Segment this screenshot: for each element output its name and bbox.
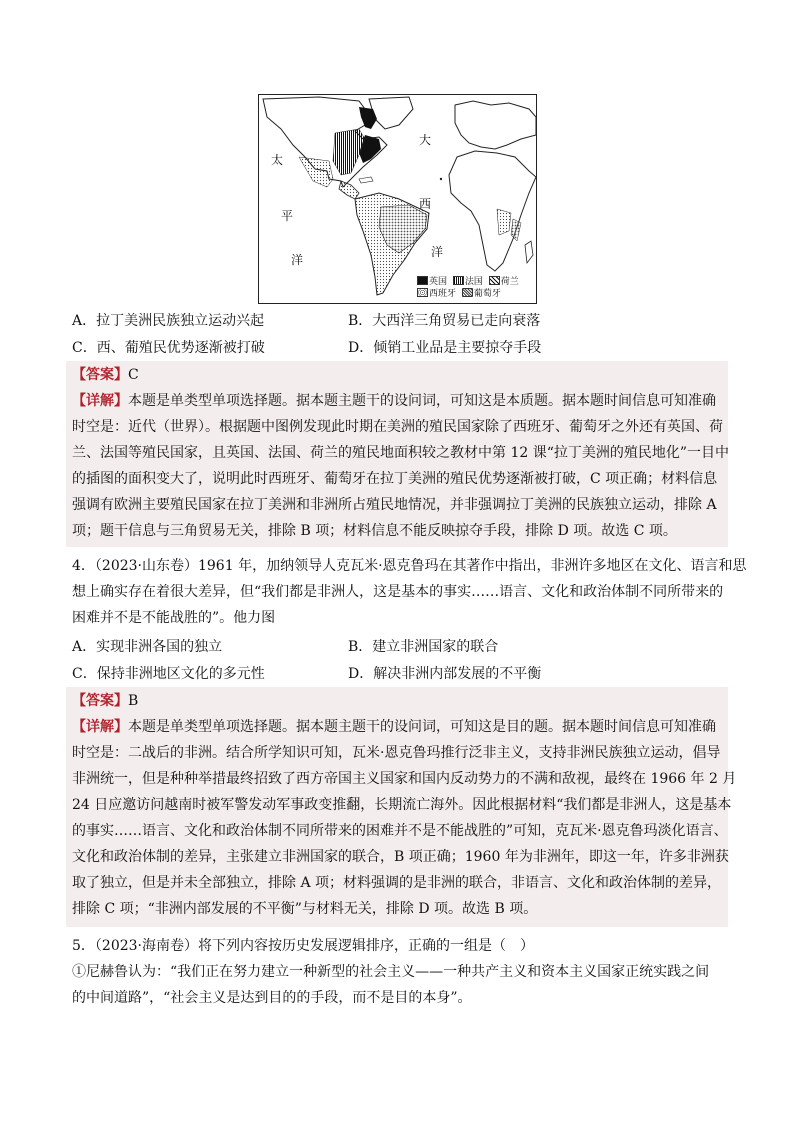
q4-explain-tag: 【详解】	[72, 719, 128, 735]
q4-stem-line-2: 想上确实存在着很大差异，但“我们都是非洲人，这是基本的事实……语言、文化和政治体制不同所带来的	[72, 584, 724, 600]
q4-explain-line-7: 取了独立，但是并未全部独立，排除 A 项；材料强调的是非洲的联合，非语言、文化和政治体制的差异，	[72, 875, 722, 891]
legend-france: 法国	[464, 277, 483, 287]
q3-explain-line-6: 项；题干信息与三角贸易无关，排除 B 项；材料信息不能反映掠夺手段，排除 D 项。故选 C 项。	[72, 523, 677, 539]
q4-explain-line-1: 【详解】本题是单类型单项选择题。据本题主题干的设问词，可知这是目的题。据本题时间信息可知准确	[72, 719, 716, 735]
q4-explain-line-4: 24 日应邀访问越南时被军警发动军事政变推翻，长期流亡海外。因此根据材料“我们都是非洲人，这是基本	[72, 797, 732, 813]
atlantic-label-3: 洋	[431, 245, 444, 259]
q4-option-b: B．建立非洲国家的联合	[348, 639, 499, 655]
legend-swatch-england	[417, 276, 428, 285]
atlantic-label-2: 西	[419, 197, 432, 211]
legend-swatch-spain	[417, 288, 428, 297]
spanish-territory-north	[299, 157, 333, 187]
legend-portugal: 葡萄牙	[473, 289, 501, 299]
pacific-label-2: 平	[281, 209, 294, 223]
europe-outline	[455, 101, 536, 149]
q3-option-c: C．西、葡殖民优势逐渐被打破	[72, 340, 265, 356]
legend-spain: 西班牙	[429, 289, 457, 299]
legend-netherlands: 荷兰	[500, 277, 519, 287]
q3-answer-tag: 【答案】	[72, 367, 128, 383]
q5-item1-line-1: ①尼赫鲁认为：“我们正在努力建立一种新型的社会主义——一种共产主义和资本主义国家正统实践之间	[72, 964, 710, 980]
q3-option-b: B．大西洋三角贸易已走向衰落	[348, 313, 541, 329]
q3-explain-line-2: 时空是：近代（世界）。根据题中图例发现此时期在美洲的殖民国家除了西班牙、葡萄牙之外还有英国、荷	[72, 419, 723, 435]
q4-answer-block	[66, 687, 737, 927]
legend-swatch-france	[453, 276, 464, 285]
q4-answer-line	[72, 688, 138, 714]
legend-england: 英国	[429, 277, 448, 287]
q3-option-d: D．倾销工业品是主要掠夺手段	[348, 340, 542, 356]
pacific-label-1: 太	[271, 153, 284, 167]
q3-answer: C	[128, 367, 139, 383]
colonial-map-figure	[258, 94, 537, 304]
q4-option-c: C．保持非洲地区文化的多元性	[72, 666, 265, 682]
q5-stem: 5．（2023·海南卷）将下列内容按历史发展逻辑排序，正确的一组是（ ）	[72, 938, 534, 954]
q4-answer: B	[128, 693, 139, 709]
atlantic-label-1: 大	[419, 133, 432, 147]
q3-explain-line-5: 强调有欧洲主要殖民国家在拉丁美洲和非洲所占殖民地情况，并非强调拉丁美洲的民族独立运动，排除 A	[72, 497, 717, 513]
q3-explain-tag: 【详解】	[72, 393, 128, 409]
q3-answer-line	[72, 362, 139, 388]
q3-explain-line-3: 兰、法国等殖民国家，且英国、法国、荷兰的殖民地面积较之教材中第 12 课“拉丁美洲的殖民地化”一目中	[72, 445, 730, 461]
q4-explain-line-3: 非洲统一，但是种种举措最终招致了西方帝国主义国家和国内反动势力的不满和敌视，最终在 1966 年 2 月	[72, 771, 737, 787]
q3-option-a: A．拉丁美洲民族独立运动兴起	[72, 313, 265, 329]
q4-option-d: D．解决非洲内部发展的不平衡	[348, 666, 542, 682]
legend-swatch-netherlands	[489, 276, 500, 285]
q3-answer-block	[66, 361, 728, 547]
map-legend	[417, 276, 535, 300]
q4-explain-line-6: 文化和政治体制的差异，主张建立非洲国家的联合，B 项正确；1960 年为非洲年，即这一年，许多非洲获	[72, 849, 729, 865]
q4-stem-line-1: 4．（2023·山东卷）1961 年，加纳领导人克瓦米·恩克鲁玛在其著作中指出，非洲许多地区在文化、语言和思	[72, 558, 747, 574]
legend-swatch-portugal	[462, 288, 473, 297]
q5-item1-line-2: 的中间道路”，“社会主义是达到目的的手段，而不是目的本身”。	[72, 990, 472, 1006]
greenland-outline	[369, 97, 413, 129]
q4-stem-line-3: 困难并不是不能战胜的”。他力图	[72, 610, 276, 626]
q4-option-a: A．实现非洲各国的独立	[72, 639, 223, 655]
q3-explain-line-4: 的插图的面积变大了，说明此时西班牙、葡萄牙在拉丁美洲的殖民优势逐渐被打破，C 项正确；材料信息	[72, 471, 718, 487]
map-drawing	[259, 95, 536, 303]
q3-explain-line-1: 【详解】本题是单类型单项选择题。据本题主题干的设问词，可知这是本质题。据本题时间信息可知准确	[72, 393, 716, 409]
q4-answer-tag: 【答案】	[72, 693, 128, 709]
q4-explain-line-5: 的事实……语言、文化和政治体制不同所带来的困难并不是不能战胜的”可知，克瓦米·恩克鲁玛淡化语言、	[72, 823, 728, 839]
pacific-label-3: 洋	[291, 253, 304, 267]
q4-explain-line-2: 时空是：二战后的非洲。结合所学知识可知，瓦米·恩克鲁玛推行泛非主义，支持非洲民族独立运动，倡导	[72, 745, 721, 761]
q4-explain-line-8: 排除 C 项；“非洲内部发展的不平衡”与材料无关，排除 D 项。故选 B 项。	[72, 901, 538, 917]
africa-outline	[449, 151, 536, 271]
